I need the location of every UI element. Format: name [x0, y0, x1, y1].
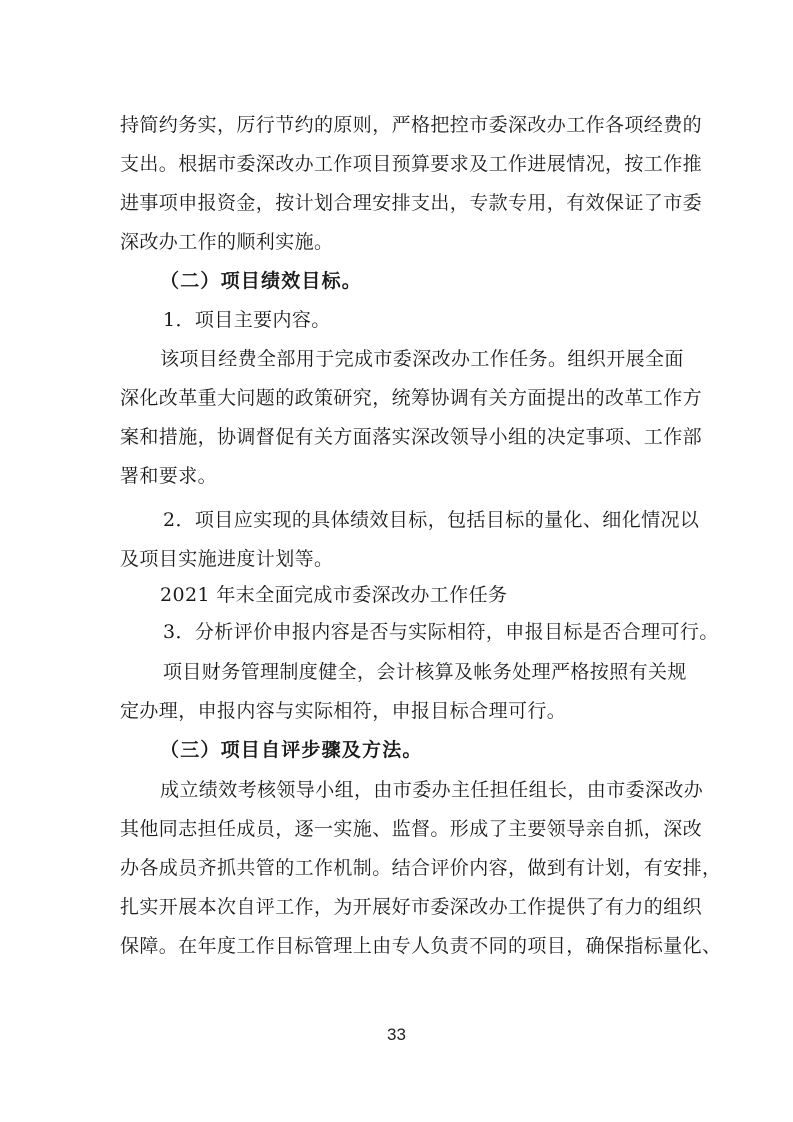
- section-heading: （三）项目自评步骤及方法。: [160, 739, 423, 761]
- paragraph-line: 扎实开展本次自评工作，为开展好市委深改办工作提供了有力的组织: [120, 896, 703, 918]
- paragraph-line: 署和要求。: [120, 465, 218, 487]
- page-number: 33: [387, 1025, 406, 1044]
- paragraph-line: 定办理，申报内容与实际相符，申报目标合理可行。: [120, 700, 567, 722]
- paragraph-line: 持简约务实，厉行节约的原则，严格把控市委深改办工作各项经费的: [120, 114, 703, 136]
- subsection-heading: 1．项目主要内容。: [163, 309, 331, 331]
- paragraph-line: 3．分析评价申报内容是否与实际相符，申报目标是否合理可行。: [163, 621, 719, 643]
- paragraph-line: 保障。在年度工作目标管理上由专人负责不同的项目，确保指标量化、: [120, 935, 722, 957]
- paragraph-line: 2．项目应实现的具体绩效目标，包括目标的量化、细化情况以: [163, 509, 700, 531]
- paragraph-line: 支出。根据市委深改办工作项目预算要求及工作进展情况，按工作推: [120, 153, 703, 175]
- paragraph-line: 项目财务管理制度健全，会计核算及帐务处理严格按照有关规: [163, 661, 687, 683]
- paragraph-line: 深化改革重大问题的政策研究，统筹协调有关方面提出的改革工作方: [120, 387, 703, 409]
- paragraph-line: 案和措施，协调督促有关方面落实深改领导小组的决定事项、工作部: [120, 426, 703, 448]
- paragraph-line: 进事项申报资金，按计划合理安排支出，专款专用，有效保证了市委: [120, 192, 703, 214]
- paragraph-line: 2021 年末全面完成市委深改办工作任务: [160, 584, 508, 606]
- paragraph-line: 该项目经费全部用于完成市委深改办工作任务。组织开展全面: [160, 348, 684, 370]
- section-heading: （二）项目绩效目标。: [160, 270, 363, 292]
- paragraph-line: 成立绩效考核领导小组，由市委办主任担任组长，由市委深改办: [160, 779, 704, 801]
- paragraph-line: 其他同志担任成员，逐一实施、监督。形成了主要领导亲自抓，深改: [120, 818, 703, 840]
- paragraph-line: 办各成员齐抓共管的工作机制。结合评价内容，做到有计划，有安排，: [120, 857, 722, 879]
- paragraph-line: 深改办工作的顺利实施。: [120, 231, 334, 253]
- paragraph-line: 及项目实施进度计划等。: [120, 548, 334, 570]
